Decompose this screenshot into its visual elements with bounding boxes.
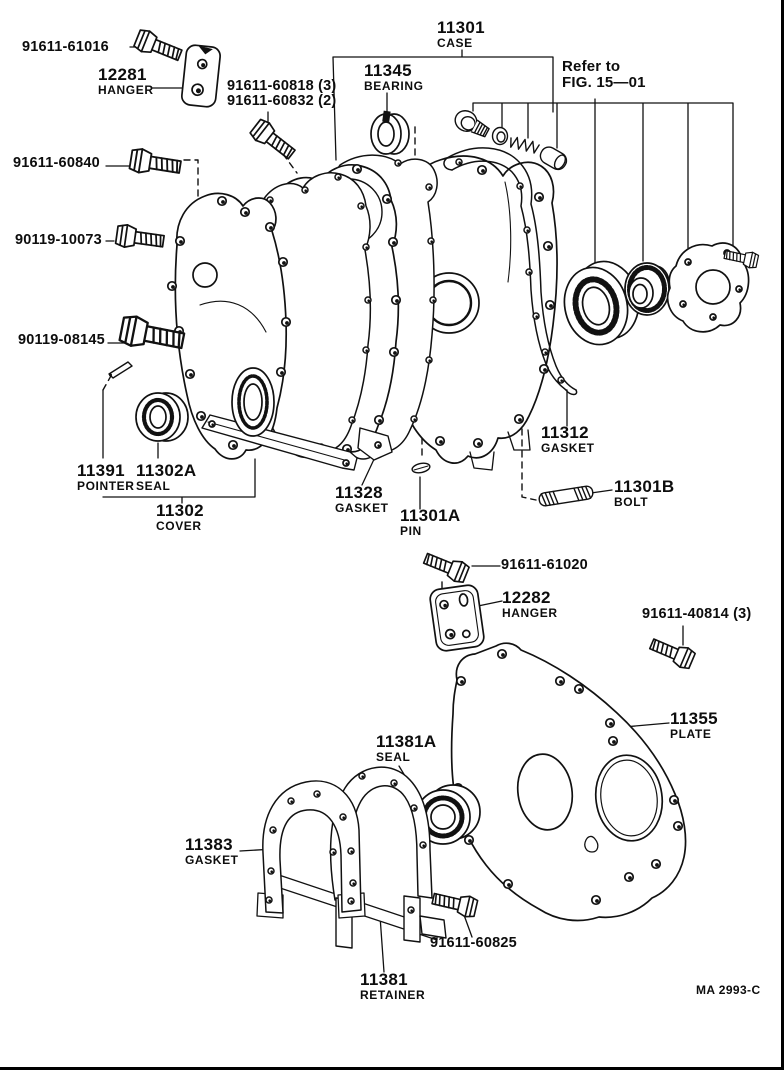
label-11381A — [376, 733, 436, 764]
part-name: BEARING — [364, 79, 424, 94]
part-number: 91611-60840 — [13, 155, 100, 171]
label-90119-10073 — [15, 233, 102, 248]
label-11345 — [364, 62, 424, 93]
part-number: 11312 — [541, 423, 589, 442]
bolt-60825-art — [431, 888, 478, 918]
label-11301 — [437, 19, 485, 50]
label-12281 — [98, 66, 154, 97]
label-11328 — [335, 484, 389, 515]
part-number: 11301 — [437, 18, 485, 37]
bolt-40814-art — [648, 634, 696, 670]
part-name: CASE — [437, 36, 473, 51]
seal-11302A-art — [136, 393, 188, 441]
part-number: 11301B — [614, 477, 675, 496]
bolt-60840-art — [129, 148, 182, 179]
figure-code: MA 2993-C — [696, 983, 761, 997]
bearing-11345-art — [371, 111, 409, 154]
bolt-61020-art — [422, 549, 470, 585]
part-number: 90119-08145 — [18, 332, 105, 348]
label-91611-60840 — [13, 156, 100, 171]
part-name: RETAINER — [360, 988, 426, 1003]
part-number: 11381A — [376, 732, 437, 751]
part-number: 11391 — [77, 461, 125, 480]
reference-note-line2: FIG. 15—01 — [562, 73, 646, 91]
part-number: 90119-10073 — [15, 232, 102, 248]
label-11302A — [136, 462, 196, 493]
part-name: HANGER — [502, 606, 558, 621]
part-name: HANGER — [98, 83, 154, 98]
pin-11301A-art — [411, 462, 430, 475]
part-number: 91611-61020 — [501, 557, 588, 573]
part-number: 11302 — [156, 501, 204, 520]
part-number: 11301A — [400, 506, 461, 525]
part-name: GASKET — [185, 853, 239, 868]
part-name: SEAL — [376, 750, 411, 765]
part-number: 12282 — [502, 588, 551, 607]
part-number: 91611-61016 — [22, 39, 109, 55]
part-name: PIN — [400, 524, 422, 539]
part-number: 11328 — [335, 483, 383, 502]
part-number: 91611-60825 — [430, 935, 517, 951]
part-number: 11381 — [360, 970, 408, 989]
part-number: 91611-40814 (3) — [642, 606, 752, 622]
part-name: GASKET — [541, 441, 595, 456]
label-12282 — [502, 589, 558, 620]
label-91611-61020 — [501, 558, 588, 573]
pump-gear-art — [625, 263, 669, 315]
label-11381 — [360, 971, 425, 1002]
stud-11301B-art — [538, 485, 593, 506]
part-number: 11345 — [364, 61, 412, 80]
label-11301B — [614, 478, 674, 509]
reference-note-line1: Refer to — [562, 58, 621, 75]
part-name: BOLT — [614, 495, 649, 510]
part-number: 11302A — [136, 461, 197, 480]
label-11355 — [670, 710, 718, 741]
label-refer-to-fig-15-01 — [562, 59, 646, 91]
part-number: 11355 — [670, 709, 718, 728]
part-name: GASKET — [335, 501, 389, 516]
label-91611-60818-60832 — [227, 79, 336, 110]
part-number: 91611-60832 (2) — [227, 93, 337, 110]
bolt-60818-art — [249, 117, 299, 163]
pointer-11391-art — [109, 362, 132, 378]
part-number: 12281 — [98, 65, 147, 84]
part-name: SEAL — [136, 479, 171, 494]
plate-11355-art — [452, 643, 686, 920]
part-number: 11383 — [185, 835, 233, 854]
label-11312 — [541, 424, 595, 455]
label-91611-40814 — [642, 607, 751, 622]
part-name: POINTER — [77, 479, 135, 494]
label-11301A — [400, 507, 460, 538]
part-number: 91611-60818 (3) — [227, 78, 337, 94]
label-91611-60825 — [430, 936, 517, 951]
label-11302 — [156, 502, 204, 533]
bolt-10073-art — [115, 224, 165, 253]
label-91611-61016 — [22, 40, 109, 55]
hanger-12281-art — [181, 44, 221, 107]
part-name: PLATE — [670, 727, 712, 742]
label-11391 — [77, 462, 135, 493]
hanger-12282-art — [429, 584, 485, 652]
label-90119-08145 — [18, 333, 105, 348]
part-name: COVER — [156, 519, 202, 534]
bolt-61016-art — [133, 28, 184, 66]
label-11383 — [185, 836, 239, 867]
